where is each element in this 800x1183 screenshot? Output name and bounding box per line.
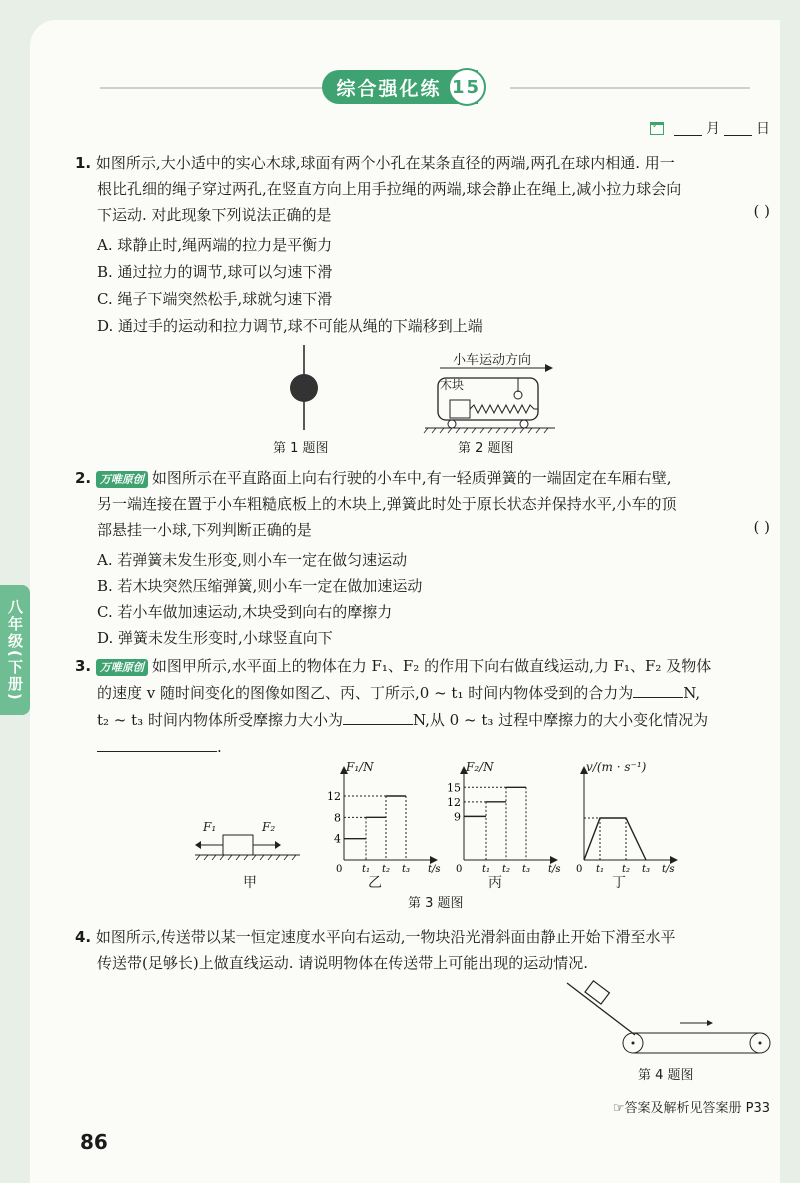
f2-label: F₂ — [262, 820, 276, 834]
month-blank[interactable] — [674, 121, 702, 136]
question-1-answer-paren[interactable]: ( ) — [753, 202, 770, 220]
answer-reference: ☞答案及解析见答案册 P33 — [612, 1101, 770, 1116]
chart-f2-ytick-0: 9 — [454, 810, 461, 824]
page-number: 86 — [80, 1130, 108, 1154]
question-4-line1: 如图所示,传送带以某一恒定速度水平向右运动,一物块沿光滑斜面由静止开始下滑至水平 — [95, 928, 676, 946]
figure-1-caption: 第 1 题图 — [273, 441, 329, 456]
q1-option-a: A. 球静止时,绳两端的拉力是平衡力 — [97, 236, 333, 254]
chart-v-xtick-1: t₂ — [621, 864, 631, 875]
question-3-line1: 如图甲所示,水平面上的物体在力 F₁、F₂ 的作用下向右做直线运动,力 F₁、F₂ 及物体 — [151, 657, 712, 675]
chart-v-ylabel: v/(m · s⁻¹) — [586, 760, 647, 774]
header-badge — [322, 70, 482, 104]
chart-v-xtick-0: t₁ — [595, 864, 605, 875]
date-row — [650, 118, 770, 138]
net-force-blank[interactable] — [633, 679, 683, 698]
question-1-line1: 如图所示,大小适中的实心木球,球面有两个小孔在某条直径的两端,两孔在球内相通. 用一 — [95, 154, 675, 172]
q1-option-b: B. 通过拉力的调节,球可以匀速下滑 — [97, 263, 333, 281]
q1-option-c: C. 绳子下端突然松手,球就匀速下滑 — [97, 290, 333, 308]
figure-2 — [420, 362, 560, 437]
question-4 — [75, 924, 775, 976]
incline — [567, 983, 635, 1035]
brand-badge-q3: 万唯原创 — [96, 659, 148, 676]
spring — [470, 405, 538, 413]
friction-blank[interactable] — [343, 706, 413, 725]
object-block — [223, 835, 253, 855]
header-number: 15 — [448, 68, 486, 106]
chart-f1-ytick-0: 4 — [334, 832, 341, 846]
chart-f1-ytick-2: 12 — [327, 790, 341, 803]
question-3-line4: . — [217, 738, 222, 756]
chart-v-curve — [584, 818, 646, 860]
question-2-line2: 另一端连接在置于小车粗糙底板上的木块上,弹簧此时处于原长状态并保持水平,小车的顶 — [97, 495, 677, 513]
question-2-line1: 如图所示在平直路面上向右行驶的小车中,有一轻质弹簧的一端固定在车厢右壁, — [151, 469, 672, 487]
chart-f1-xtick-2: t₃ — [401, 864, 411, 875]
chart-f2 — [447, 760, 561, 875]
figure-2-direction-label: 小车运动方向 — [453, 353, 532, 368]
friction-change-blank[interactable] — [97, 733, 217, 752]
chart-f2-ylabel: F₂/N — [466, 760, 494, 774]
question-3-line2-unit: N, — [683, 684, 701, 702]
month-label: 月 — [706, 121, 720, 137]
q2-option-b: B. 若木块突然压缩弹簧,则小车一定在做加速运动 — [97, 577, 423, 595]
q2-option-d: D. 弹簧未发生形变时,小球竖直向下 — [97, 629, 333, 647]
question-1 — [75, 150, 775, 228]
chart-v-xtick-2: t₃ — [641, 864, 651, 875]
chart-f2-xtick-1: t₂ — [501, 864, 511, 875]
fig3-label-jia: 甲 — [243, 875, 257, 891]
figure-4 — [555, 975, 775, 1060]
question-3-line2: 的速度 v 随时间变化的图像如图乙、丙、丁所示,0 ~ t₁ 时间内物体受到的合力为 — [97, 684, 634, 702]
chart-v-marks — [576, 818, 675, 875]
chart-f2-origin: 0 — [456, 864, 463, 875]
chart-v-xlabel: t/s — [662, 864, 675, 875]
chart-v-origin: 0 — [576, 864, 583, 875]
chart-f2-xlabel: t/s — [548, 864, 561, 875]
question-1-line2: 根比孔细的绳子穿过两孔,在竖直方向上用手拉绳的两端,球会静止在绳上,减小拉力球会向 — [97, 180, 682, 198]
road-hatch — [424, 428, 548, 433]
question-2-answer-paren[interactable]: ( ) — [753, 518, 770, 536]
fig3-label-bing: 丙 — [488, 875, 502, 891]
figure-3-caption: 第 3 题图 — [408, 896, 464, 911]
q1-option-d: D. 通过手的运动和拉力调节,球不可能从绳的下端移到上端 — [97, 317, 483, 335]
wood-block — [450, 400, 470, 418]
question-3 — [75, 653, 780, 760]
figure-1 — [280, 345, 330, 435]
chart-f1-xlabel: t/s — [428, 864, 441, 875]
fig3-label-yi: 乙 — [368, 875, 382, 891]
day-label: 日 — [756, 121, 770, 137]
chart-f1-origin: 0 — [336, 864, 343, 875]
chart-f1-xtick-0: t₁ — [361, 864, 371, 875]
question-2-number: 2. — [75, 469, 92, 487]
chart-f1-ylabel: F₁/N — [346, 760, 374, 774]
question-2 — [75, 465, 775, 543]
chart-f2-ytick-1: 12 — [447, 795, 461, 809]
chart-f2-ytick-2: 15 — [447, 781, 461, 795]
chart-v — [570, 760, 680, 875]
sliding-block — [585, 981, 609, 1004]
q2-option-a: A. 若弹簧未发生形变,则小车一定在做匀速运动 — [97, 551, 408, 569]
question-4-number: 4. — [75, 928, 92, 946]
brand-badge: 万唯原创 — [96, 471, 148, 488]
day-blank[interactable] — [724, 121, 752, 136]
q2-option-c: C. 若小车做加速运动,木块受到向右的摩擦力 — [97, 603, 393, 621]
f1-label: F₁ — [203, 820, 217, 834]
question-2-line3: 部悬挂一小球,下列判断正确的是 — [97, 521, 312, 539]
question-3-line3-rest: N,从 0 ~ t₃ 过程中摩擦力的大小变化情况为 — [412, 711, 709, 729]
header-title: 综合强化练 — [336, 77, 442, 100]
chart-f1 — [327, 760, 441, 875]
chart-f2-xtick-2: t₃ — [521, 864, 531, 875]
question-3-line3: t₂ ~ t₃ 时间内物体所受摩擦力大小为 — [97, 711, 343, 729]
arrow-head — [545, 364, 553, 372]
cart-wheel-right — [520, 420, 528, 428]
side-tab: 八年级(下册) — [0, 585, 30, 715]
question-1-number: 1. — [75, 154, 92, 172]
question-1-line3: 下运动. 对此现象下列说法正确的是 — [97, 206, 332, 224]
section-header — [0, 70, 800, 104]
figure-2-caption: 第 2 题图 — [458, 441, 514, 456]
figure-4-caption: 第 4 题图 — [638, 1068, 694, 1083]
chart-f1-xtick-1: t₂ — [381, 864, 391, 875]
figure-2-block-label: 木块 — [440, 378, 465, 392]
question-3-number: 3. — [75, 657, 92, 675]
chart-f2-xtick-0: t₁ — [481, 864, 491, 875]
calendar-icon — [650, 122, 664, 135]
wooden-ball — [290, 374, 318, 402]
pendulum-ball — [514, 391, 522, 399]
chart-f1-ytick-1: 8 — [334, 811, 341, 825]
fig3-label-ding: 丁 — [612, 875, 626, 891]
cart-wheel-left — [448, 420, 456, 428]
question-4-line2: 传送带(足够长)上做直线运动. 请说明物体在传送带上可能出现的运动情况. — [97, 954, 589, 972]
